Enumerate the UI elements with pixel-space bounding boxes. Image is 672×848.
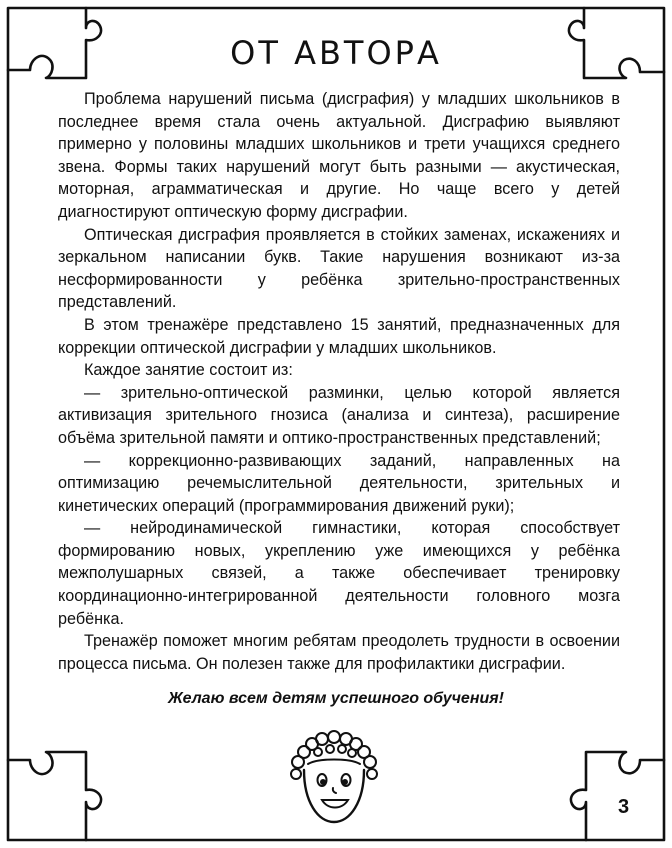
paragraph: — коррекционно-развивающих заданий, направленных на оптимизацию речемыслительной деятельности, зрительных и кинетических операций (программирования движений руки); [58,451,620,515]
puzzle-piece-bottom-left [8,752,101,840]
paragraph: В этом тренажёре представлено 15 занятий, предназначенных для коррекции оптической дисграфии у младших школьников. [58,315,620,357]
paragraph: Каждое занятие состоит из: [84,361,293,380]
smile [322,800,348,808]
paragraph: — нейродинамической гимнастики, которая способствует формированию новых, укреплению уже имеющихся у ребёнка межполушарных связей, а также обеспечивает тренировку координационно-интегрированной деятельности головного мозга ребёнка. [58,519,620,628]
face [304,770,364,822]
paragraph: Тренажёр поможет многим ребятам преодолеть трудности в освоении процесса письма. Он полезен также для профилактики дисграфии. [58,632,620,673]
girl-face-illustration [282,730,386,830]
body-text [58,88,620,675]
page-title: ОТ АВТОРА [230,34,442,72]
closing-wish: Желаю всем детям успешного обучения! [168,690,504,707]
paragraph: Проблема нарушений письма (дисграфия) у младших школьников в последнее время стала очень актуальной. Дисграфию выявляют примерно у половины младших школьников и трети учащихся среднего звена. Формы таких нарушений могут быть разными — акустическая, моторная, аграмматическая и другие. Но чаще всего у детей диагностируют оптическую форму дисграфии. [58,90,620,221]
paragraph: Оптическая дисграфия проявляется в стойких заменах, искажениях и зеркальном написании букв. Такие нарушения возникают из-за несформированности у ребёнка зрительно-пространственных представлений. [58,225,620,312]
paragraph: — зрительно-оптической разминки, целью которой является активизация зрительного гнозиса (анализа и синтеза), расширение объёма зрительной памяти и оптико-пространственных представлений; [58,383,620,447]
page-number: 3 [618,796,630,818]
